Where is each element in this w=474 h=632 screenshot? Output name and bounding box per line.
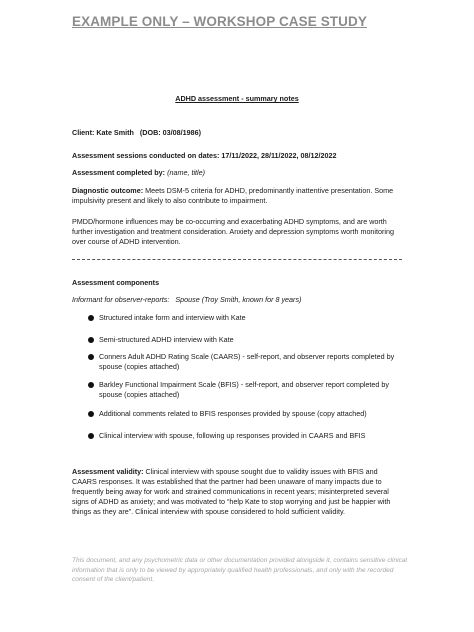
diagnostic-text: Meets DSM-5 criteria for ADHD, predominantly inattentive presentation. Some impulsivity present and likely to also contribute to impairment. [72, 186, 394, 205]
client-line [72, 128, 404, 138]
assessment-validity [72, 467, 404, 517]
component-item: Barkley Functional Impairment Scale (BFIS) - self-report, and observer report completed by spouse (copies attached) [99, 380, 390, 399]
informant-value: Spouse (Troy Smith, known for 8 years) [175, 295, 302, 304]
component-item: Structured intake form and interview with Kate [99, 313, 246, 322]
client-label: Client: [72, 128, 95, 137]
component-item: Clinical interview with spouse, following up responses provided in CAARS and BFIS [99, 431, 366, 440]
validity-label: Assessment validity: [72, 467, 144, 476]
bullet-icon [88, 354, 94, 360]
sessions-line [72, 151, 404, 161]
component-item: Semi-structured ADHD interview with Kate [99, 335, 234, 344]
completed-by-value: (name, title) [167, 168, 206, 177]
component-item: Additional comments related to BFIS responses provided by spouse (copy attached) [99, 409, 367, 418]
components-heading: Assessment components [72, 278, 160, 287]
section-divider [72, 259, 402, 260]
bullet-icon [88, 337, 94, 343]
bullet-icon [88, 433, 94, 439]
pmdd-paragraph: PMDD/hormone influences may be co-occurring and exacerbating ADHD symptoms, and are worth further investigation and treatment consideration. Anxiety and depression symptoms worth monitoring over course of ADHD intervention. [72, 217, 395, 246]
bullet-icon [88, 411, 94, 417]
client-name: Kate Smith [96, 128, 134, 137]
completed-by-line [72, 168, 404, 178]
sessions-dates: 17/11/2022, 28/11/2022, 08/12/2022 [221, 151, 337, 160]
diagnostic-label: Diagnostic outcome: [72, 186, 144, 195]
bullet-icon [88, 382, 94, 388]
example-banner: EXAMPLE ONLY – WORKSHOP CASE STUDY [72, 14, 367, 29]
validity-text: Clinical interview with spouse sought due to validity issues with BFIS and CAARS responses. It was established that the partner had been unaware of many impacts due to frequently being away for work and strained communications in recent years; misinterpreted several signs of ADHD as anxiety; and was motivated to “help Kate to stop worrying and just be happier with things as they are”. Clinical interview with spouse considered to hold sufficient validity. [72, 467, 391, 516]
informant-label: Informant for observer-reports: [72, 295, 170, 304]
sessions-label: Assessment sessions conducted on dates: [72, 151, 220, 160]
component-item: Conners Adult ADHD Rating Scale (CAARS) - self-report, and observer reports completed by spouse (copies attached) [99, 352, 395, 371]
confidentiality-footer: This document, and any psychometric data or other documentation provided alongside it, contains sensitive clinical information that is only to be viewed by appropriately qualified health professionals, and only with the recorded consent of the client/patient. [72, 557, 407, 584]
client-dob: (DOB: 03/08/1986) [139, 128, 202, 137]
document-title: ADHD assessment - summary notes [175, 94, 299, 103]
completed-by-label: Assessment completed by: [72, 168, 166, 177]
diagnostic-outcome [72, 186, 404, 206]
bullet-icon [88, 315, 94, 321]
informant-line [72, 295, 404, 305]
